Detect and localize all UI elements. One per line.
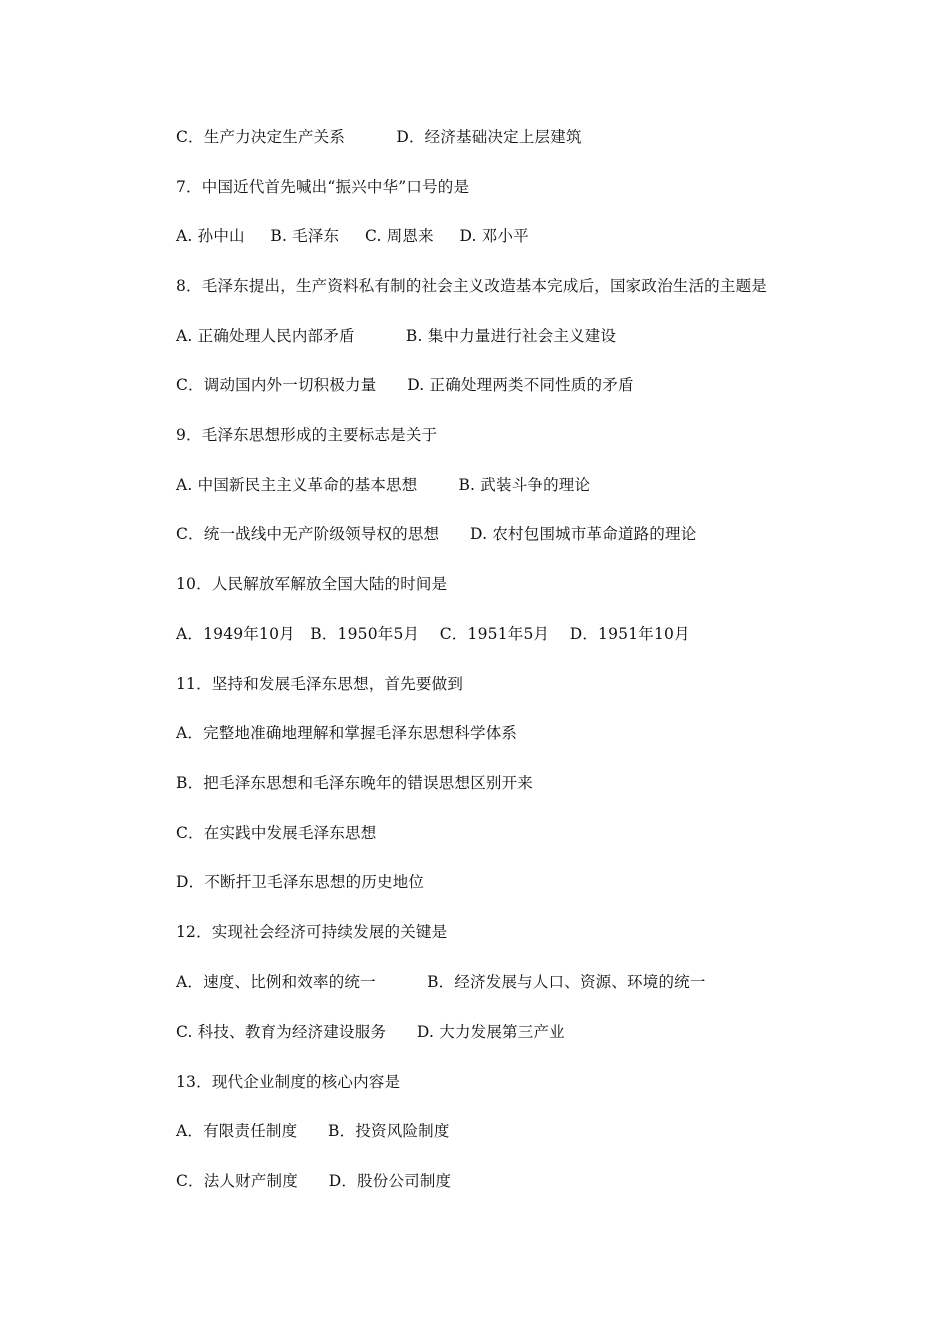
q11-option-c: C．在实践中发展毛泽东思想	[176, 824, 377, 842]
q9-options-cd: C．统一战线中无产阶级领导权的思想 D. 农村包围城市革命道路的理论	[176, 525, 697, 543]
q13-options-cd: C．法人财产制度 D．股份公司制度	[176, 1172, 452, 1190]
q12-options-cd: C. 科技、教育为经济建设服务 D. 大力发展第三产业	[176, 1023, 565, 1041]
q7-options: A. 孙中山 B. 毛泽东 C. 周恩来 D. 邓小平	[176, 227, 529, 245]
q13-options-ab: A．有限责任制度 B．投资风险制度	[176, 1122, 450, 1140]
q9-question: 9．毛泽东思想形成的主要标志是关于	[176, 426, 438, 444]
q8-options-ab: A. 正确处理人民内部矛盾 B. 集中力量进行社会主义建设	[176, 327, 617, 345]
q10-options: A．1949年10月 B．1950年5月 C．1951年5月 D．1951年10月	[176, 625, 690, 643]
q6-options-cd: C．生产力决定生产关系 D．经济基础决定上层建筑	[176, 128, 582, 146]
q8-question: 8．毛泽东提出，生产资料私有制的社会主义改造基本完成后，国家政治生活的主题是	[176, 277, 767, 295]
q7-question: 7．中国近代首先喊出“振兴中华”口号的是	[176, 178, 470, 196]
q11-option-b: B．把毛泽东思想和毛泽东晚年的错误思想区别开来	[176, 774, 533, 792]
q12-options-ab: A．速度、比例和效率的统一 B．经济发展与人口、资源、环境的统一	[176, 973, 706, 991]
q11-option-d: D．不断扞卫毛泽东思想的历史地位	[176, 873, 425, 891]
q12-question: 12．实现社会经济可持续发展的关键是	[176, 923, 448, 941]
q13-question: 13．现代企业制度的核心内容是	[176, 1073, 401, 1091]
q11-question: 11．坚持和发展毛泽东思想，首先要做到	[176, 675, 464, 693]
q11-option-a: A．完整地准确地理解和掌握毛泽东思想科学体系	[176, 724, 518, 742]
q8-options-cd: C．调动国内外一切积极力量 D. 正确处理两类不同性质的矛盾	[176, 376, 634, 394]
q9-options-ab: A. 中国新民主主义革命的基本思想 B. 武装斗争的理论	[176, 476, 591, 494]
q10-question: 10．人民解放军解放全国大陆的时间是	[176, 575, 448, 593]
